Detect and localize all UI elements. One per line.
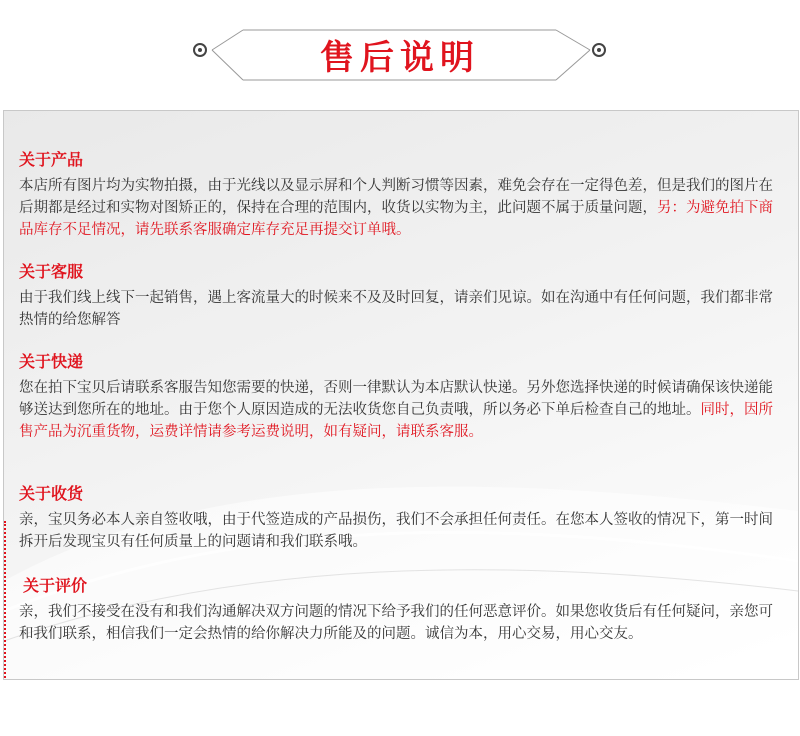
after-sales-panel (3, 110, 799, 680)
section-review (19, 575, 787, 645)
page-title: 售后说明 (320, 38, 480, 78)
dotted-margin-line (4, 521, 6, 680)
section-note: 同时，因所售产品为沉重货物，运费详情请参考运费说明，如有疑问，请联系客服。 (19, 402, 773, 440)
section-title: 关于评价 (23, 576, 88, 595)
page-header (0, 0, 800, 100)
section-body: 您在拍下宝贝后请联系客服告知您需要的快递，否则一律默认为本店默认快递。另外您选择快递的时候请确保该快递能够送达到您所在的地址。由于您个人原因造成的无法收货您自己负责哦，所以务必下单后检查自己的地址。同时，因所售产品为沉重货物，运费详情请参考运费说明，如有疑问，请联系客服。 (19, 380, 773, 440)
section-product (19, 149, 787, 241)
section-service (19, 261, 787, 331)
section-note: 另：为避免拍下商品库存不足情况，请先联系客服确定库存充足再提交订单哦。 (19, 200, 773, 238)
section-title: 关于客服 (19, 262, 84, 281)
section-body: 由于我们线上线下一起销售，遇上客流量大的时候来不及及时回复，请亲们见谅。如在沟通中有任何问题，我们都非常热情的给您解答 (19, 290, 773, 328)
section-title: 关于快递 (19, 352, 84, 371)
section-body: 本店所有图片均为实物拍摄，由于光线以及显示屏和个人判断习惯等因素，难免会存在一定得色差，但是我们的图片在后期都是经过和实物对图矫正的，保持在合理的范围内，收货以实物为主，此问题不属于质量问题，另：为避免拍下商品库存不足情况，请先联系客服确定库存充足再提交订单哦。 (19, 178, 773, 238)
section-delivery (19, 351, 787, 443)
section-body: 亲，我们不接受在没有和我们沟通解决双方问题的情况下给予我们的任何恶意评价。如果您收货后有任何疑问，亲您可和我们联系，相信我们一定会热情的给你解决力所能及的问题。诚信为本，用心交易，用心交友。 (19, 604, 773, 642)
section-title: 关于产品 (19, 150, 84, 169)
section-body: 亲，宝贝务必本人亲自签收哦，由于代签造成的产品损伤，我们不会承担任何责任。在您本人签收的情况下，第一时间拆开后发现宝贝有任何质量上的问题请和我们联系哦。 (19, 512, 773, 550)
section-receipt (19, 483, 787, 553)
section-title: 关于收货 (19, 484, 84, 503)
